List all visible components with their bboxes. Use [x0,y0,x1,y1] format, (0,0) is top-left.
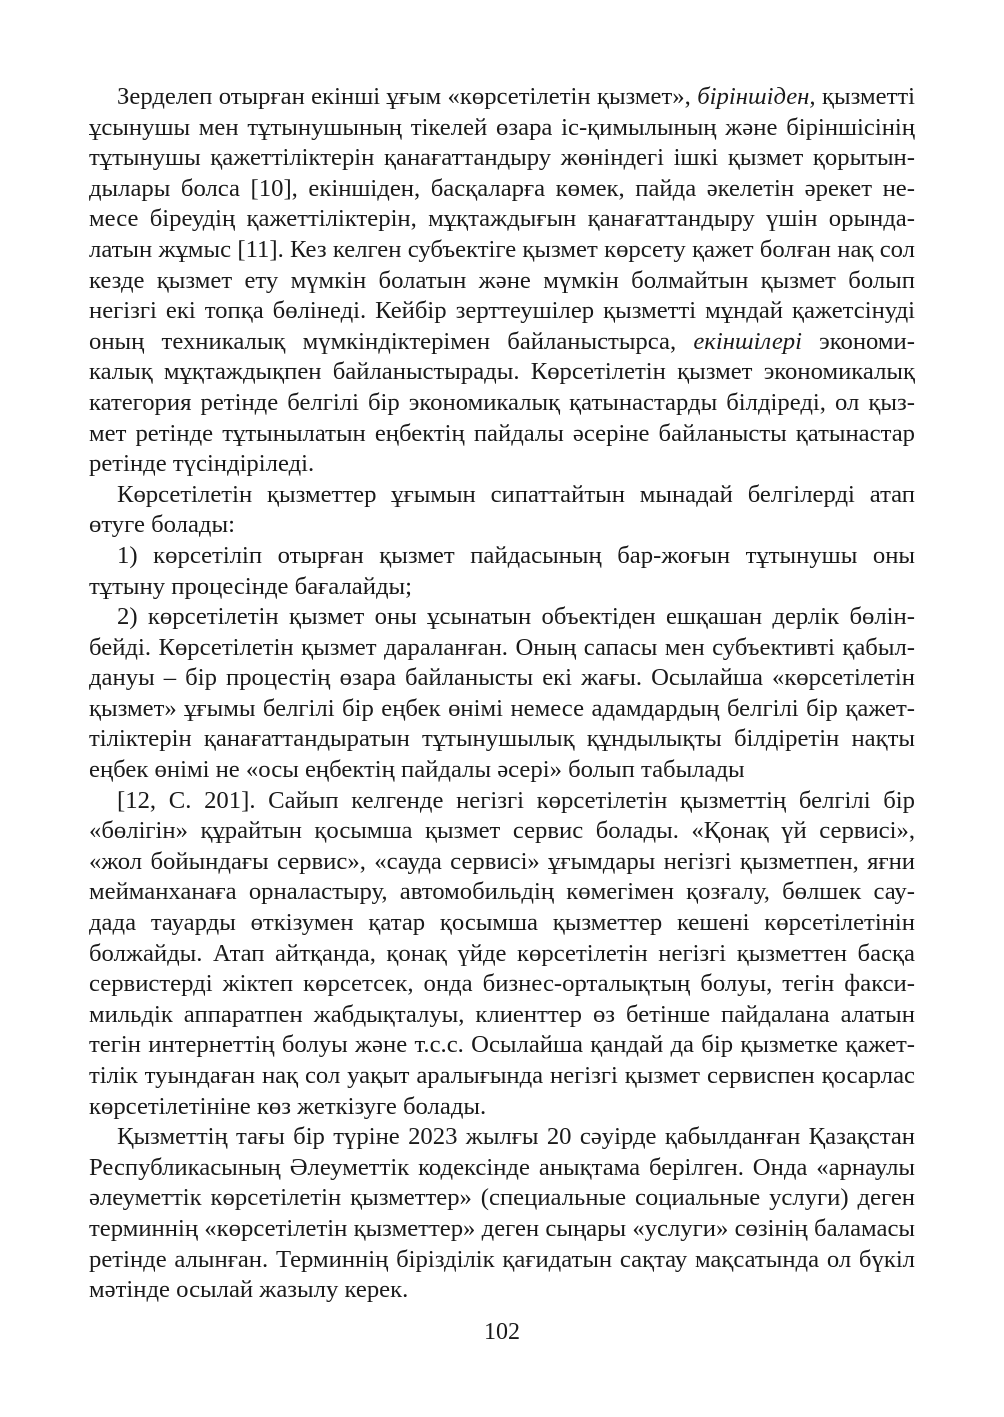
page-number: 102 [484,1319,520,1345]
document-body [89,82,916,1304]
paragraph-2-text: Көрсетілетін қызметтер ұғымын сипаттайтын мынадай белгілерді атап өтуге болады: [89,480,915,539]
list-item-1-text: 1) көрсетіліп отырған қызмет пайдасының бар-жоғын тұтынушы оны тұтыну процесінде бағалайды; [89,541,915,600]
list-item-2 [89,602,915,786]
paragraph-2 [89,480,915,541]
paragraph-1-text-3: экономикалық мұқтаждықпен байланыстырады. Көрсетілетін қызмет экономикалық категория ретінде белгілі бір экономикалық қатынастарды білдіреді, ол қызмет ретінде тұтынылатын еңбектің пайдалы әсеріне байланысты қатынастар ретінде түсіндіріледі. [89,327,915,478]
paragraph-1 [89,82,915,480]
list-item-2-text: 2) көрсетілетін қызмет оны ұсынатын объектіден ешқашан дерлік бөлінбейді. Көрсетілетін қызмет дараланған. Оның сапасы мен субъективті қабылдануы – бір процестің өзара байланысты екі жағы. Осылайша «көрсетілетін қызмет» ұғымы белгілі бір еңбек өнімі немесе адамдардың белгілі бір қажеттіліктерін қанағаттандыратын тұтынушылық құндылықты білдіретін нақты еңбек өнімі не «осы еңбектің пайдалы әсері» болып табылады [89,603,915,784]
paragraph-1-italic-2: екіншілері [693,327,802,355]
list-item-1 [89,541,915,602]
paragraph-4-text: Қызметтің тағы бір түріне 2023 жылғы 20 сәуірде қабылданған Қазақстан Республикасының Әлеуметтік кодексінде анықтама берілген. Онда «арнаулы әлеуметтік көрсетілетін қызметтер» (специальные социальные услуги) деген терминнің «көрсетілетін қызметтер» деген сыңары «услуги» сөзінің баламасы ретінде алынған. Терминнің бірізділік қағидатын сақтау мақсатында ол бүкіл мәтінде осылай жазылу керек. [89,1123,915,1304]
paragraph-4 [89,1122,915,1306]
paragraph-3-text: [12, С. 201]. Сайып келгенде негізгі көрсетілетін қызметтің белгілі бір «бөлігін» құрайтын қосымша қызмет сервис болады. «Қонақ үй сервисі», «жол бойындағы сервис», «сауда сервисі» ұғымдары негізгі қызметпен, яғни мейманханаға орналастыру, автомобильдің көмегімен қозғалу, бөлшек саудада тауарды өткізумен қатар қосымша қызметтер кешені көрсетілетінін болжайды. Атап айтқанда, қонақ үйде көрсетілетін негізгі қызметтен басқа сервистерді жіктеп көрсетсек, онда бизнес-орталықтың болуы, тегін факсимильдік аппаратпен жабдықталуы, клиенттер өз бетінше пайдалана алатын тегін интернеттің болуы және т.с.с. Осылайша қандай да бір қызметке қажеттілік туындаған нақ сол уақыт аралығында негізгі қызмет сервиспен қосарлас көрсетілетініне көз жеткізуге болады. [89,786,915,1120]
paragraph-1-italic-1: біріншіден, [697,83,816,110]
paragraph-1-text-1: Зерделеп отырған екінші ұғым «көрсетілетін қызмет», [117,83,698,110]
paragraph-1-text-2: қызметті ұсынушы мен тұтынушының тікелей өзара іс-қимылының және біріншісінің тұтынушы қажеттіліктерін қанағаттандыру жөніндегі ішкі қызмет қорытындылары болса [10], екіншіден, басқаларға көмек, пайда әкелетін әрекет немесе біреудің қажеттіліктерін, мұқтаждығын қанағаттандыру үшін орындалатын жұмыс [11]. Кез келген субъектіге қызмет көрсету қажет болған нақ сол кезде қызмет ету мүмкін болатын және мүмкін болмайтын қызмет болып негізгі екі топқа бөлінеді. Кейбір зерттеушілер қызметті мұндай қажетсінуді оның техникалық мүмкіндіктерімен байланыстырса, [89,83,916,355]
paragraph-3 [89,786,915,1123]
